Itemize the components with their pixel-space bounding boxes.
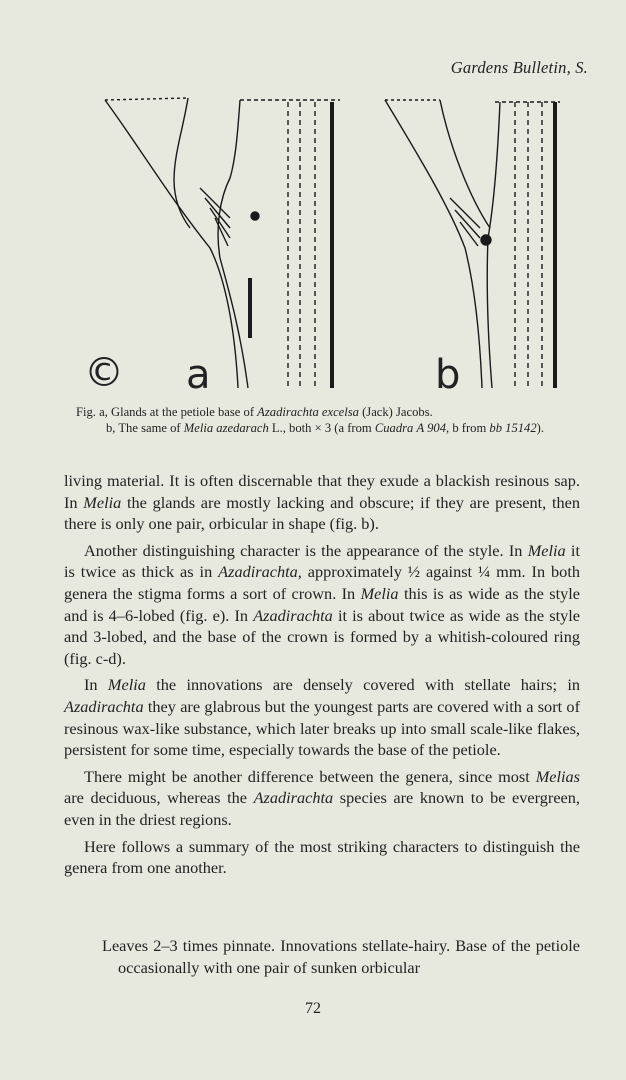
paragraph-5: Here follows a summary of the most striking characters to distinguish the genera from one another. [64, 836, 580, 878]
caption-continuation [76, 420, 588, 436]
caption-text: b from [449, 421, 490, 435]
text: There might be another difference between the genera, since most [84, 766, 536, 786]
paragraph-4 [64, 766, 580, 831]
a-top-dash-left [105, 98, 188, 100]
caption-text: (Jack) Jacobs. [358, 405, 433, 419]
a-leaflet-curve [174, 98, 190, 228]
paragraph-1 [64, 470, 580, 535]
a-rachis-inner [218, 100, 248, 388]
figure-caption [76, 404, 588, 436]
b-petiole-left-edge [385, 100, 482, 388]
body-text [64, 470, 580, 884]
genus: Azadirachta, [218, 562, 302, 582]
text: Another distinguishing character is the appearance of the style. In [84, 540, 528, 560]
text: it is twice as thick as in [64, 540, 580, 582]
text: the innovations are densely covered with stellate hairs; in [145, 675, 580, 695]
genus: Melia [107, 675, 146, 695]
text: species are known to be evergreen, even in the driest regions. [64, 788, 580, 829]
figure-petiole-glands [70, 88, 570, 398]
caption-text: Fig. a, Glands at the petiole base of [76, 405, 258, 419]
paragraph-2 [64, 540, 580, 670]
caption-text: L., both × 3 (a from [268, 421, 375, 435]
caption-taxon: Azadirachta excelsa [257, 405, 359, 419]
text: it is about twice as wide as the style and 3-lobed, and the base of the crown is formed by a whitish-coloured ring (fig. c-d). [64, 605, 580, 668]
figure-drawing [70, 88, 570, 398]
genus: Melia [527, 540, 566, 560]
text: In [84, 675, 108, 695]
text: this is as wide as the style and is 4–6-lobed (fig. e). In [64, 583, 580, 625]
identification-key [102, 935, 580, 978]
caption-collector-number: A 904, [416, 421, 450, 435]
b-rachis-inner [487, 102, 500, 388]
copyright-mark: © [84, 350, 124, 396]
label-a: a [186, 352, 211, 398]
caption-text: b, The same of [106, 421, 184, 435]
paragraph-3 [64, 674, 580, 760]
caption-collector-number: bb 15142 [489, 421, 537, 435]
caption-taxon: Melia azedarach [183, 421, 269, 435]
genus: Azadirachta [253, 788, 334, 808]
text: living material. It is often discernable that they exude a blackish resinous sap. In [64, 471, 580, 512]
genus: Azadirachta [64, 696, 144, 716]
genus: Melias [535, 766, 580, 786]
genus: Melia [83, 492, 122, 512]
key-line: Leaves 2–3 times pinnate. Innovations stellate-hairy. Base of the petiole occasionally with one pair of sunken orbicular [102, 936, 580, 977]
running-head: Gardens Bulletin, S. [450, 58, 588, 77]
text: are deciduous, whereas the [64, 788, 254, 808]
label-b: b [435, 352, 461, 398]
text: the glands are mostly lacking and obscure; if they are present, then there is only one pair, orbicular in shape (fig. b). [64, 492, 580, 534]
caption-collector: Cuadra [374, 421, 414, 435]
a-hatching [200, 188, 230, 246]
genus: Melia [360, 583, 399, 603]
text: approximately ½ against ¼ mm. In both genera the stigma forms a sort of crown. In [64, 562, 580, 603]
caption-text: ). [536, 421, 544, 435]
text: they are glabrous but the youngest parts are covered with a sort of resinous wax-like substance, which later breaks up into small scale-like flakes, persistent for some time, especially towards the base of the petiole. [64, 696, 580, 760]
genus: Azadirachta [253, 605, 333, 625]
a-gland-dot [251, 212, 259, 220]
page-number: 72 [305, 1000, 321, 1017]
b-gland-dot [481, 235, 491, 245]
